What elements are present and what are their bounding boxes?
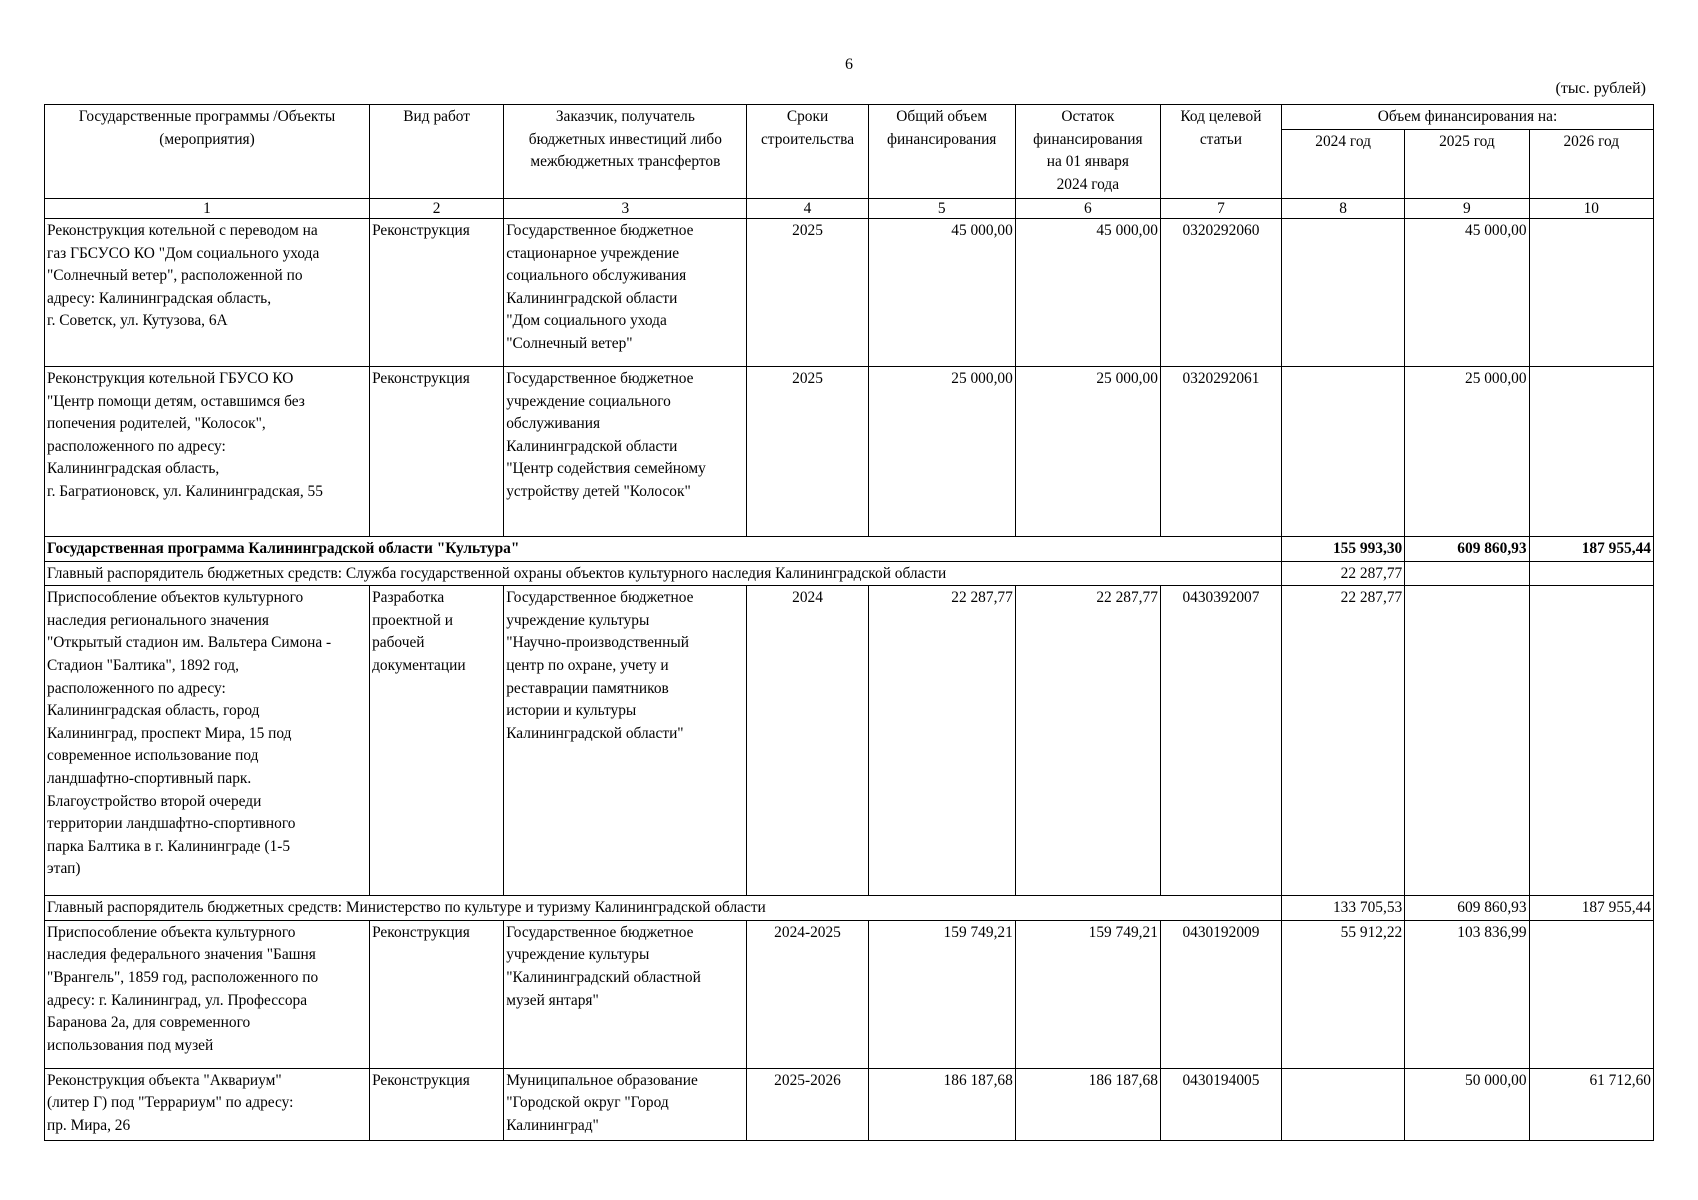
column-number: 2 bbox=[370, 199, 504, 219]
financing-2026 bbox=[1529, 920, 1653, 1068]
column-number: 9 bbox=[1405, 199, 1529, 219]
financing-2025: 50 000,00 bbox=[1405, 1068, 1529, 1140]
remaining-financing: 22 287,77 bbox=[1015, 586, 1160, 896]
financing-2026 bbox=[1529, 367, 1653, 537]
construction-term: 2024 bbox=[747, 586, 868, 896]
column-number: 8 bbox=[1281, 199, 1404, 219]
financing-2026: 61 712,60 bbox=[1529, 1068, 1653, 1140]
customer: Государственное бюджетное учреждение культуры "Научно-производственный центр по охране, учету и реставрации памятников истории и культуры Калининградской области" bbox=[504, 586, 747, 896]
target-code: 0430194005 bbox=[1160, 1068, 1281, 1140]
object-name: Реконструкция объекта "Аквариум" (литер Г) под "Террариум" по адресу: пр. Мира, 26 bbox=[45, 1068, 370, 1140]
table-row bbox=[45, 367, 1654, 537]
object-name: Приспособление объекта культурного наследия федерального значения "Башня "Врангель", 1859 год, расположенного по адресу: г. Калининград, ул. Профессора Баранова 2а, для современного использования под музей bbox=[45, 920, 370, 1068]
page-number: 6 bbox=[845, 56, 853, 73]
customer: Государственное бюджетное учреждение социального обслуживания Калининградской области "Центр содействия семейному устройству детей "Колосок" bbox=[504, 367, 747, 537]
column-number: 4 bbox=[747, 199, 868, 219]
financing-2024 bbox=[1281, 219, 1404, 367]
units-label: (тыс. рублей) bbox=[1555, 80, 1646, 97]
financing-2025: 103 836,99 bbox=[1405, 920, 1529, 1068]
column-number: 7 bbox=[1160, 199, 1281, 219]
financing-2024: 55 912,22 bbox=[1281, 920, 1404, 1068]
admin-2024: 22 287,77 bbox=[1281, 561, 1404, 586]
budget-admin-row bbox=[45, 561, 1654, 586]
header-work-type: Вид работ bbox=[370, 105, 504, 199]
program-row bbox=[45, 537, 1654, 562]
customer: Государственное бюджетное учреждение культуры "Калининградский областной музей янтаря" bbox=[504, 920, 747, 1068]
target-code: 0320292061 bbox=[1160, 367, 1281, 537]
remaining-financing: 159 749,21 bbox=[1015, 920, 1160, 1068]
financing-2026 bbox=[1529, 219, 1653, 367]
admin-2026 bbox=[1529, 561, 1653, 586]
target-code: 0430192009 bbox=[1160, 920, 1281, 1068]
remaining-financing: 45 000,00 bbox=[1015, 219, 1160, 367]
table-row bbox=[45, 920, 1654, 1068]
work-type: Реконструкция bbox=[370, 1068, 504, 1140]
admin-2025 bbox=[1405, 561, 1529, 586]
financing-2025: 45 000,00 bbox=[1405, 219, 1529, 367]
column-numbers-row bbox=[45, 199, 1654, 219]
object-name: Приспособление объектов культурного наследия регионального значения "Открытый стадион им. Вальтера Симона - Стадион "Балтика", 1892 год, расположенного по адресу: Калининградская область, город Калининград, проспект Мира, 15 под современное использование под ландшафтно-спортивный парк. Благоустройство второй очереди территории ландшафтно-спортивного парка Балтика в г. Калининграде (1-5 этап) bbox=[45, 586, 370, 896]
financing-2025: 25 000,00 bbox=[1405, 367, 1529, 537]
construction-term: 2024-2025 bbox=[747, 920, 868, 1068]
work-type: Реконструкция bbox=[370, 367, 504, 537]
column-number: 10 bbox=[1529, 199, 1653, 219]
program-2026: 187 955,44 bbox=[1529, 537, 1653, 562]
header-terms: Сроки строительства bbox=[747, 105, 868, 199]
total-financing: 159 749,21 bbox=[868, 920, 1015, 1068]
column-number: 3 bbox=[504, 199, 747, 219]
work-type: Реконструкция bbox=[370, 219, 504, 367]
header-rest: Остаток финансирования на 01 января 2024 года bbox=[1015, 105, 1160, 199]
total-financing: 45 000,00 bbox=[868, 219, 1015, 367]
header-total: Общий объем финансирования bbox=[868, 105, 1015, 199]
remaining-financing: 186 187,68 bbox=[1015, 1068, 1160, 1140]
header-code: Код целевой статьи bbox=[1160, 105, 1281, 199]
budget-admin-row bbox=[45, 896, 1654, 921]
header-year-2026: 2026 год bbox=[1529, 129, 1653, 198]
column-number: 1 bbox=[45, 199, 370, 219]
header-financing-group: Объем финансирования на: bbox=[1281, 105, 1653, 130]
remaining-financing: 25 000,00 bbox=[1015, 367, 1160, 537]
object-name: Реконструкция котельной ГБУСО КО "Центр помощи детям, оставшимся без попечения родителей, "Колосок", расположенного по адресу: Калининградская область, г. Багратионовск, ул. Калининградская, 55 bbox=[45, 367, 370, 537]
customer: Государственное бюджетное стационарное учреждение социального обслуживания Калининградской области "Дом социального ухода "Солнечный ветер" bbox=[504, 219, 747, 367]
financing-table bbox=[44, 104, 1654, 1141]
header-year-2024: 2024 год bbox=[1281, 129, 1404, 198]
program-title: Государственная программа Калининградской области "Культура" bbox=[45, 537, 1282, 562]
financing-2024: 22 287,77 bbox=[1281, 586, 1404, 896]
table-row bbox=[45, 1068, 1654, 1140]
table-row bbox=[45, 586, 1654, 896]
column-number: 5 bbox=[868, 199, 1015, 219]
program-2025: 609 860,93 bbox=[1405, 537, 1529, 562]
program-2024: 155 993,30 bbox=[1281, 537, 1404, 562]
admin-2025: 609 860,93 bbox=[1405, 896, 1529, 921]
financing-2024 bbox=[1281, 367, 1404, 537]
object-name: Реконструкция котельной с переводом на газ ГБСУСО КО "Дом социального ухода "Солнечный ветер", расположенной по адресу: Калининградская область, г. Советск, ул. Кутузова, 6А bbox=[45, 219, 370, 367]
financing-2026 bbox=[1529, 586, 1653, 896]
budget-admin-title: Главный распорядитель бюджетных средств: Служба государственной охраны объектов культурного наследия Калининградской области bbox=[45, 561, 1282, 586]
total-financing: 25 000,00 bbox=[868, 367, 1015, 537]
financing-2025 bbox=[1405, 586, 1529, 896]
total-financing: 186 187,68 bbox=[868, 1068, 1015, 1140]
customer: Муниципальное образование "Городской округ "Город Калининград" bbox=[504, 1068, 747, 1140]
header-row-1 bbox=[45, 105, 1654, 130]
header-programs: Государственные программы /Объекты (мероприятия) bbox=[45, 105, 370, 199]
work-type: Реконструкция bbox=[370, 920, 504, 1068]
header-year-2025: 2025 год bbox=[1405, 129, 1529, 198]
admin-2026: 187 955,44 bbox=[1529, 896, 1653, 921]
column-number: 6 bbox=[1015, 199, 1160, 219]
construction-term: 2025 bbox=[747, 219, 868, 367]
construction-term: 2025 bbox=[747, 367, 868, 537]
budget-admin-title: Главный распорядитель бюджетных средств: Министерство по культуре и туризму Калининградской области bbox=[45, 896, 1282, 921]
target-code: 0320292060 bbox=[1160, 219, 1281, 367]
total-financing: 22 287,77 bbox=[868, 586, 1015, 896]
admin-2024: 133 705,53 bbox=[1281, 896, 1404, 921]
work-type: Разработка проектной и рабочей документации bbox=[370, 586, 504, 896]
financing-2024 bbox=[1281, 1068, 1404, 1140]
construction-term: 2025-2026 bbox=[747, 1068, 868, 1140]
table-row bbox=[45, 219, 1654, 367]
target-code: 0430392007 bbox=[1160, 586, 1281, 896]
header-customer: Заказчик, получатель бюджетных инвестиций либо межбюджетных трансфертов bbox=[504, 105, 747, 199]
